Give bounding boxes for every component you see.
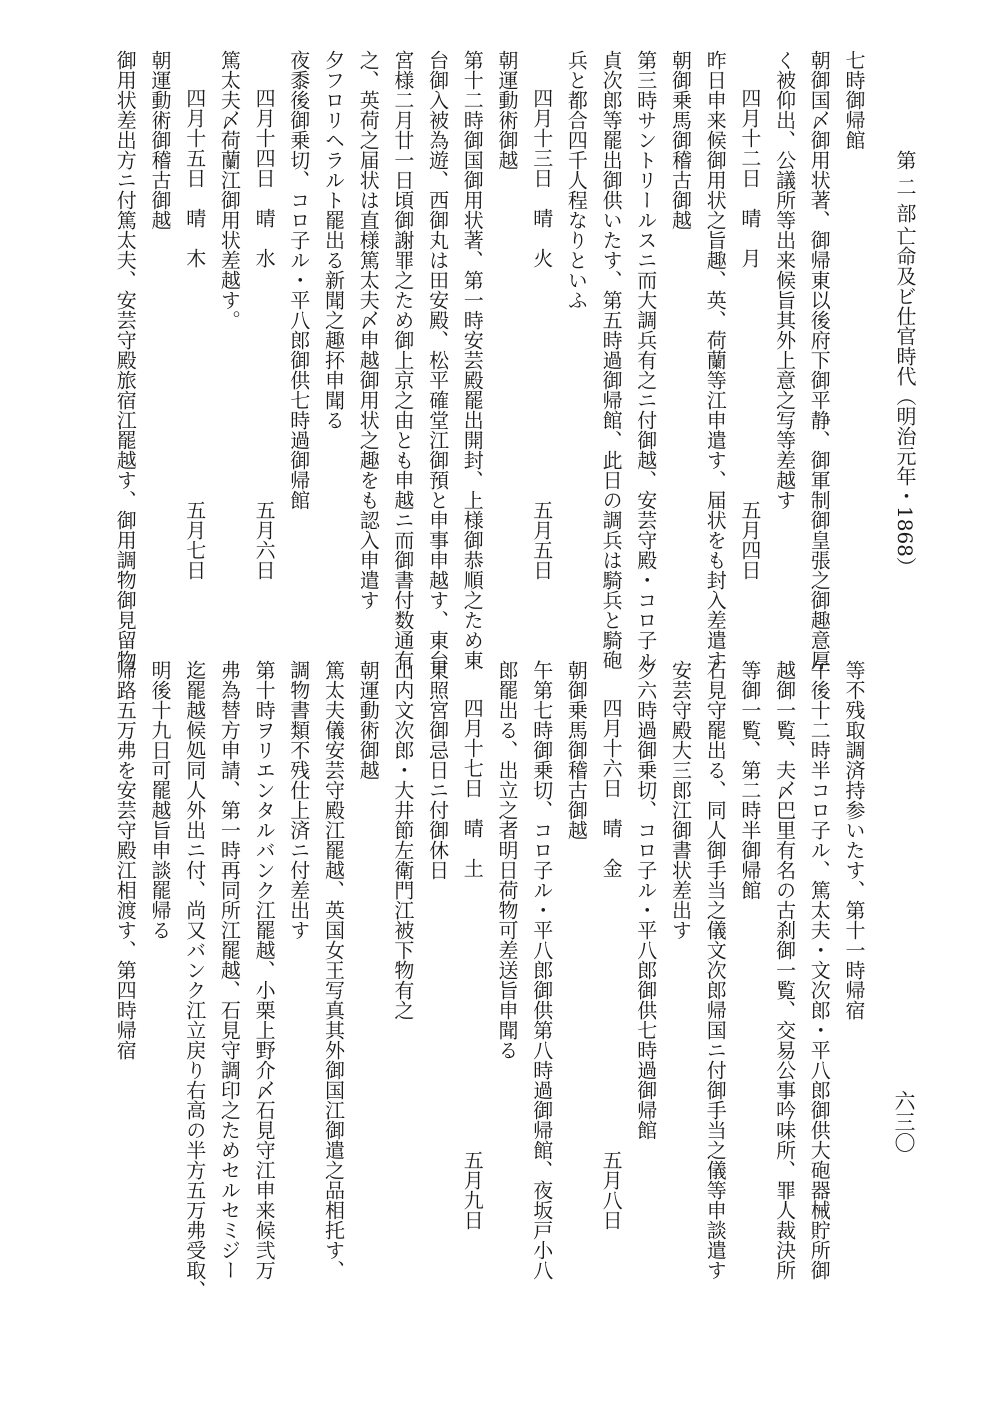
upper-column-text: 夜黍後御乗切、コロ子ル・平八郎御供七時過御帰館 xyxy=(286,50,311,510)
lower-column-text: 夕六時過御乗切、コロ子ル・平八郎御供七時過御帰館 xyxy=(633,660,658,1140)
lower-column-text: 朝運動術御越 xyxy=(356,660,381,780)
lower-column-text: 篤太夫儀安芸守殿江罷越、英国女王写真其外御国江御遣之品相托す、 xyxy=(321,660,346,1280)
lower-column-text: 越御一覧、夫〆巴里有名の古刹御一覧、交易公事吟味所、罪人裁決所 xyxy=(772,660,797,1280)
upper-column-text: 朝御国〆御用状著、御帰東以後府下御平静、御軍制御皇張之御趣意厚 xyxy=(807,50,832,670)
lower-column-text: 調物書類不残仕上済ニ付差出す xyxy=(286,660,311,940)
upper-column-text: 昨日申来候御用状之旨趣、英、荷蘭等江申遣す、届状をも封入差遣す xyxy=(703,50,728,670)
upper-column-text: 篤太夫〆荷蘭江御用状差越す。 xyxy=(217,50,242,330)
lower-column-text: 明後十九日可罷越旨申談罷帰る xyxy=(148,660,172,940)
upper-column-text: 四月十四日 晴 水 xyxy=(252,88,277,268)
upper-column-text: 第十二時御国御用状著、第一時安芸殿罷出開封、上様御恭順之ため東 xyxy=(460,50,485,670)
upper-column-text: 第三時サントリールスニ而大調兵有之ニ付御越、安芸守殿・コロ子ル xyxy=(633,50,658,670)
lower-column-text: 第十時ヲリエンタルバンク江罷越、小栗上野介〆石見守江申来候弐万 xyxy=(252,660,277,1280)
western-date: 五月五日 xyxy=(529,500,554,580)
upper-column-text: 朝運動術御稽古御越 xyxy=(148,50,172,230)
upper-column-text: 七時御帰館 xyxy=(842,50,866,150)
upper-column-text: 夕フロリヘラルト罷出る新聞之趣抔申聞る xyxy=(321,50,346,430)
western-date: 五月九日 xyxy=(460,1150,485,1230)
western-date: 五月七日 xyxy=(182,500,207,580)
upper-column-text: く被仰出、公議所等出来候旨其外上意之写等差越す xyxy=(772,50,797,510)
lower-column-text: 午第七時御乗切、コロ子ル・平八郎御供第八時過御帰館、夜坂戸小八 xyxy=(529,660,554,1280)
upper-column-text: 朝運動術御越 xyxy=(495,50,519,170)
page-number: 六三〇 xyxy=(892,1090,916,1153)
lower-column-text: 四月十七日 晴 土 xyxy=(460,698,485,878)
lower-column-text: 帰路五万弗を安芸守殿江相渡す、第四時帰宿 xyxy=(113,660,138,1060)
upper-column-text: 台御入被為遊、西御丸は田安殿、松平確堂江御預と申事申越す、東台 xyxy=(425,50,450,670)
lower-column-text: 郎罷出る、出立之者明日荷物可差送旨申聞る xyxy=(495,660,519,1060)
western-date: 五月六日 xyxy=(252,500,277,580)
lower-column-text: 朝御乗馬御稽古御越 xyxy=(564,660,589,840)
lower-column-text: 東照宮御忌日ニ付御休日 xyxy=(425,660,450,880)
upper-column-text: 兵と都合四千人程なりといふ xyxy=(564,50,589,310)
upper-column-text: 四月十五日 晴 木 xyxy=(182,88,207,268)
lower-column-text: 等御一覧、第二時半御帰館 xyxy=(737,660,762,900)
upper-column-text: 四月十三日 晴 火 xyxy=(529,88,554,268)
upper-column-text: 貞次郎等罷出御供いたす、第五時過御帰館、此日の調兵は騎兵と騎砲 xyxy=(599,50,624,670)
lower-column-text: 山内文次郎・大井節左衛門江被下物有之 xyxy=(390,660,415,1020)
western-date: 五月八日 xyxy=(599,1150,624,1230)
lower-column-text: 四月十六日 晴 金 xyxy=(599,698,624,878)
upper-column-text: 朝御乗馬御稽古御越 xyxy=(668,50,693,230)
running-title: 亡命及ビ仕官時代（明治元年・1868） xyxy=(893,226,917,577)
lower-column-text: 迄罷越候処同人外出ニ付、尚又バンク江立戻り右高の半方五万弗受取、 xyxy=(182,660,207,1300)
lower-column-text: 安芸守殿大三郎江御書状差出す xyxy=(668,660,693,940)
lower-column-text: 弗為替方申請、第一時再同所江罷越、石見守調印之ためセルセミジー xyxy=(217,660,242,1280)
upper-column-text: 之、英荷之届状は直様篤太夫〆申越御用状之趣をも認入申遣す xyxy=(356,50,381,610)
upper-column-text: 四月十二日 晴 月 xyxy=(737,88,762,268)
lower-column-text: 午後十二時半コロ子ル、篤太夫・文次郎・平八郎御供大砲器械貯所御 xyxy=(807,660,832,1280)
upper-column-text: 宮様二月廿一日頃御謝罪之ため御上京之由とも申越ニ而御書付数通有 xyxy=(390,50,415,670)
lower-column-text: 石見守罷出る、同人御手当之儀文次郎帰国ニ付御手当之儀等申談遣す xyxy=(703,660,728,1280)
upper-column-text: 御用状差出方ニ付篤太夫、安芸守殿旅宿江罷越す、御用調物御見留物 xyxy=(113,50,138,670)
western-date: 五月四日 xyxy=(737,500,762,580)
section-label: 第 二 部 xyxy=(893,150,917,223)
lower-column-text: 等不残取調済持参いたす、第十一時帰宿 xyxy=(842,660,866,1020)
